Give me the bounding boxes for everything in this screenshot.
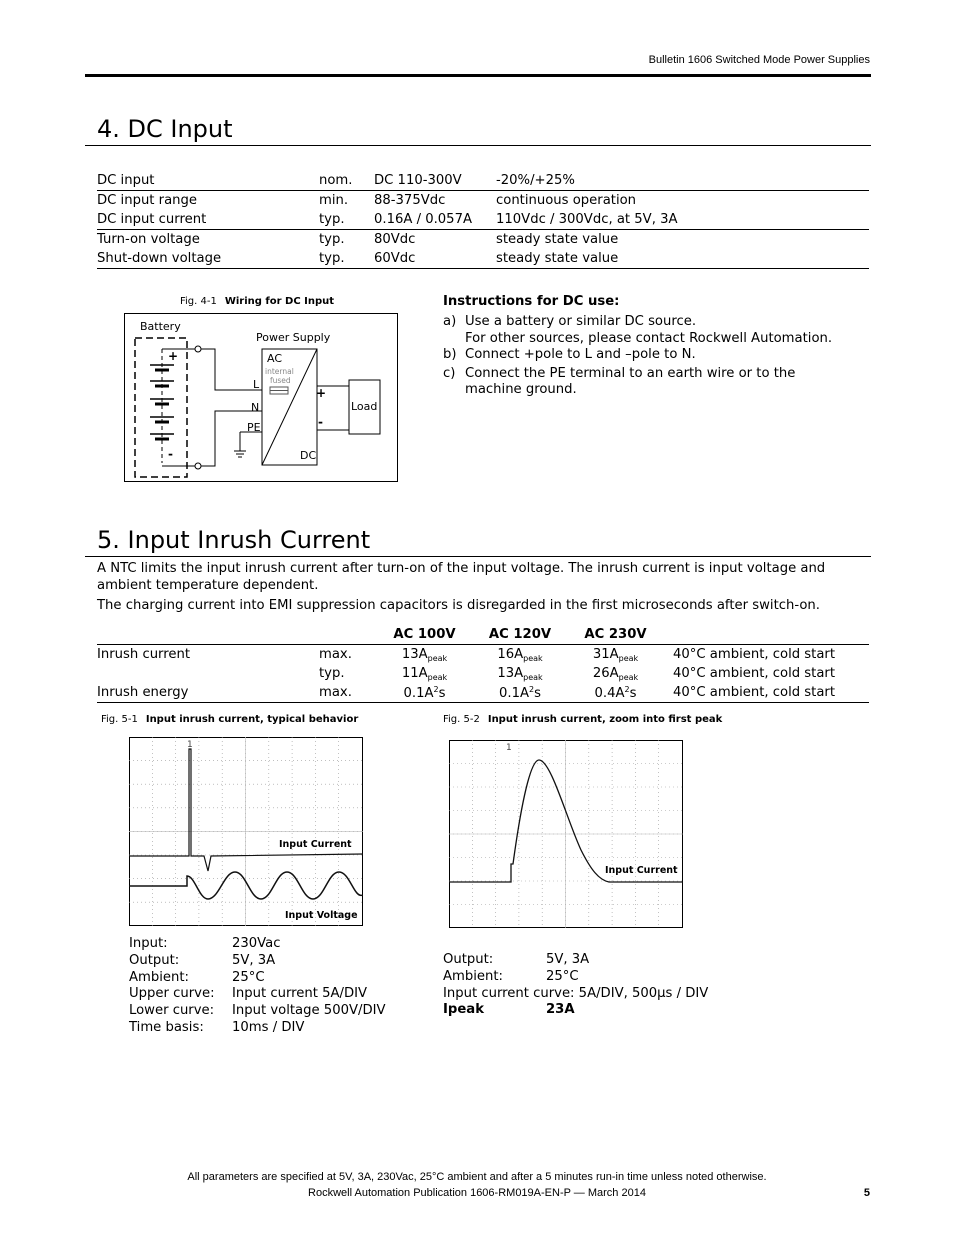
figure-caption-4-1: Fig. 4-1 Wiring for DC Input [180, 296, 335, 307]
scope-plot-inrush-behavior [129, 737, 363, 926]
list-item: b) Connect +pole to L and –pole to N. [443, 347, 696, 362]
page-number: 5 [863, 1187, 870, 1199]
inrush-paragraph-2: The charging current into EMI suppression capacitors is disregarded in the first microseconds after switch-on. [97, 598, 820, 613]
battery-box [135, 338, 187, 477]
table-header-row: AC 100V AC 120V AC 230V [97, 625, 869, 645]
figure-caption-5-2: Fig. 5-2 Input inrush current, zoom into first peak [443, 714, 723, 725]
running-header: Bulletin 1606 Switched Mode Power Supplies [648, 54, 870, 66]
list-item: Ambient: 25°C [129, 969, 265, 985]
footer-note: All parameters are specified at 5V, 3A, 230Vac, 25°C ambient and after a 5 minutes run-in time unless noted otherwise. [187, 1171, 767, 1183]
inrush-table [97, 625, 869, 703]
section-heading-inrush: 5. Input Inrush Current [97, 526, 371, 554]
fig-5-2-parameters [443, 952, 708, 1019]
inrush-paragraph-1: A NTC limits the input inrush current after turn-on of the input voltage. The inrush current is input voltage and ambient temperature dependent. [97, 561, 826, 593]
table-row: DC input nom. DC 110-300V -20%/+25% [97, 173, 575, 188]
load-label: Load [351, 400, 378, 413]
svg-text:DC: DC [300, 449, 317, 462]
section-heading-dc-input: 4. DC Input [97, 115, 233, 143]
table-row: Turn-on voltage typ. 80Vdc steady state value [97, 232, 619, 247]
section-rule [85, 556, 871, 557]
trigger-marker: 1 [506, 743, 512, 753]
dc-input-table [97, 171, 869, 269]
upper-curve-label: Input Current [279, 839, 352, 850]
lower-curve-label: Input Voltage [285, 910, 358, 921]
section-rule [85, 145, 871, 146]
svg-text:+: + [168, 349, 179, 363]
svg-text:AC: AC [267, 352, 283, 365]
table-row: typ. $11A_{peak}$ $13A_{peak}$ $26A_{peak}$ 40°C ambient, cold start [319, 665, 836, 682]
list-item: Input: 230Vac [129, 936, 281, 951]
list-item: Lower curve: Input voltage 500V/DIV [129, 1003, 386, 1019]
list-item: Ambient: 25°C [443, 968, 579, 984]
list-item: Upper curve: Input current 5A/DIV [129, 986, 368, 1002]
svg-text:internal: internal [265, 367, 294, 376]
svg-text:L: L [253, 378, 260, 391]
trigger-marker: 1 [187, 740, 193, 750]
fig-5-1-parameters [129, 936, 386, 1037]
table-row: DC input range min. 88-375Vdc continuous operation [97, 191, 869, 211]
list-item: Input current curve: 5A/DIV, 500µs / DIV [443, 985, 709, 1001]
power-supply-label: Power Supply [256, 331, 331, 344]
svg-text:-: - [318, 415, 323, 429]
ground-icon [234, 451, 246, 457]
list-item: Output: 5V, 3A [129, 952, 276, 968]
svg-text:PE: PE [247, 421, 261, 434]
wiring-diagram [124, 313, 398, 482]
battery-label: Battery [140, 320, 181, 333]
svg-text:+: + [316, 386, 327, 400]
scope-plot-inrush-zoom [449, 740, 683, 928]
table-row: Inrush current max. $13A_{peak}$ $16A_{peak}$ $31A_{peak}$ 40°C ambient, cold start [97, 646, 836, 663]
instructions-list [443, 314, 843, 399]
footer-publication: Rockwell Automation Publication 1606-RM019A-EN-P — March 2014 [308, 1187, 646, 1199]
list-item: Output: 5V, 3A [443, 952, 590, 967]
svg-text:fused: fused [270, 376, 291, 385]
table-row: DC input current typ. 0.16A / 0.057A 110Vdc / 300Vdc, at 5V, 3A [97, 210, 869, 230]
list-item: Ipeak 23A [443, 1002, 575, 1018]
table-row: Shut-down voltage typ. 60Vdc steady state value [97, 249, 869, 269]
svg-text:-: - [168, 447, 173, 461]
svg-text:N: N [251, 401, 260, 414]
curve-label: Input Current [605, 865, 678, 876]
figure-caption-5-1: Fig. 5-1 Input inrush current, typical behavior [101, 714, 359, 725]
list-item: a) Use a battery or similar DC source. For other sources, please contact Rockwell Automation. [443, 314, 833, 346]
header-rule [85, 74, 871, 77]
list-item: c) Connect the PE terminal to an earth wire or to the machine ground. [443, 365, 796, 397]
table-row: Inrush energy max. $0.1A^2s$ $0.1A^2s$ $0.4A^2s$ 40°C ambient, cold start [97, 683, 869, 703]
list-item: Time basis: 10ms / DIV [129, 1019, 305, 1035]
instructions-title: Instructions for DC use: [443, 294, 620, 309]
